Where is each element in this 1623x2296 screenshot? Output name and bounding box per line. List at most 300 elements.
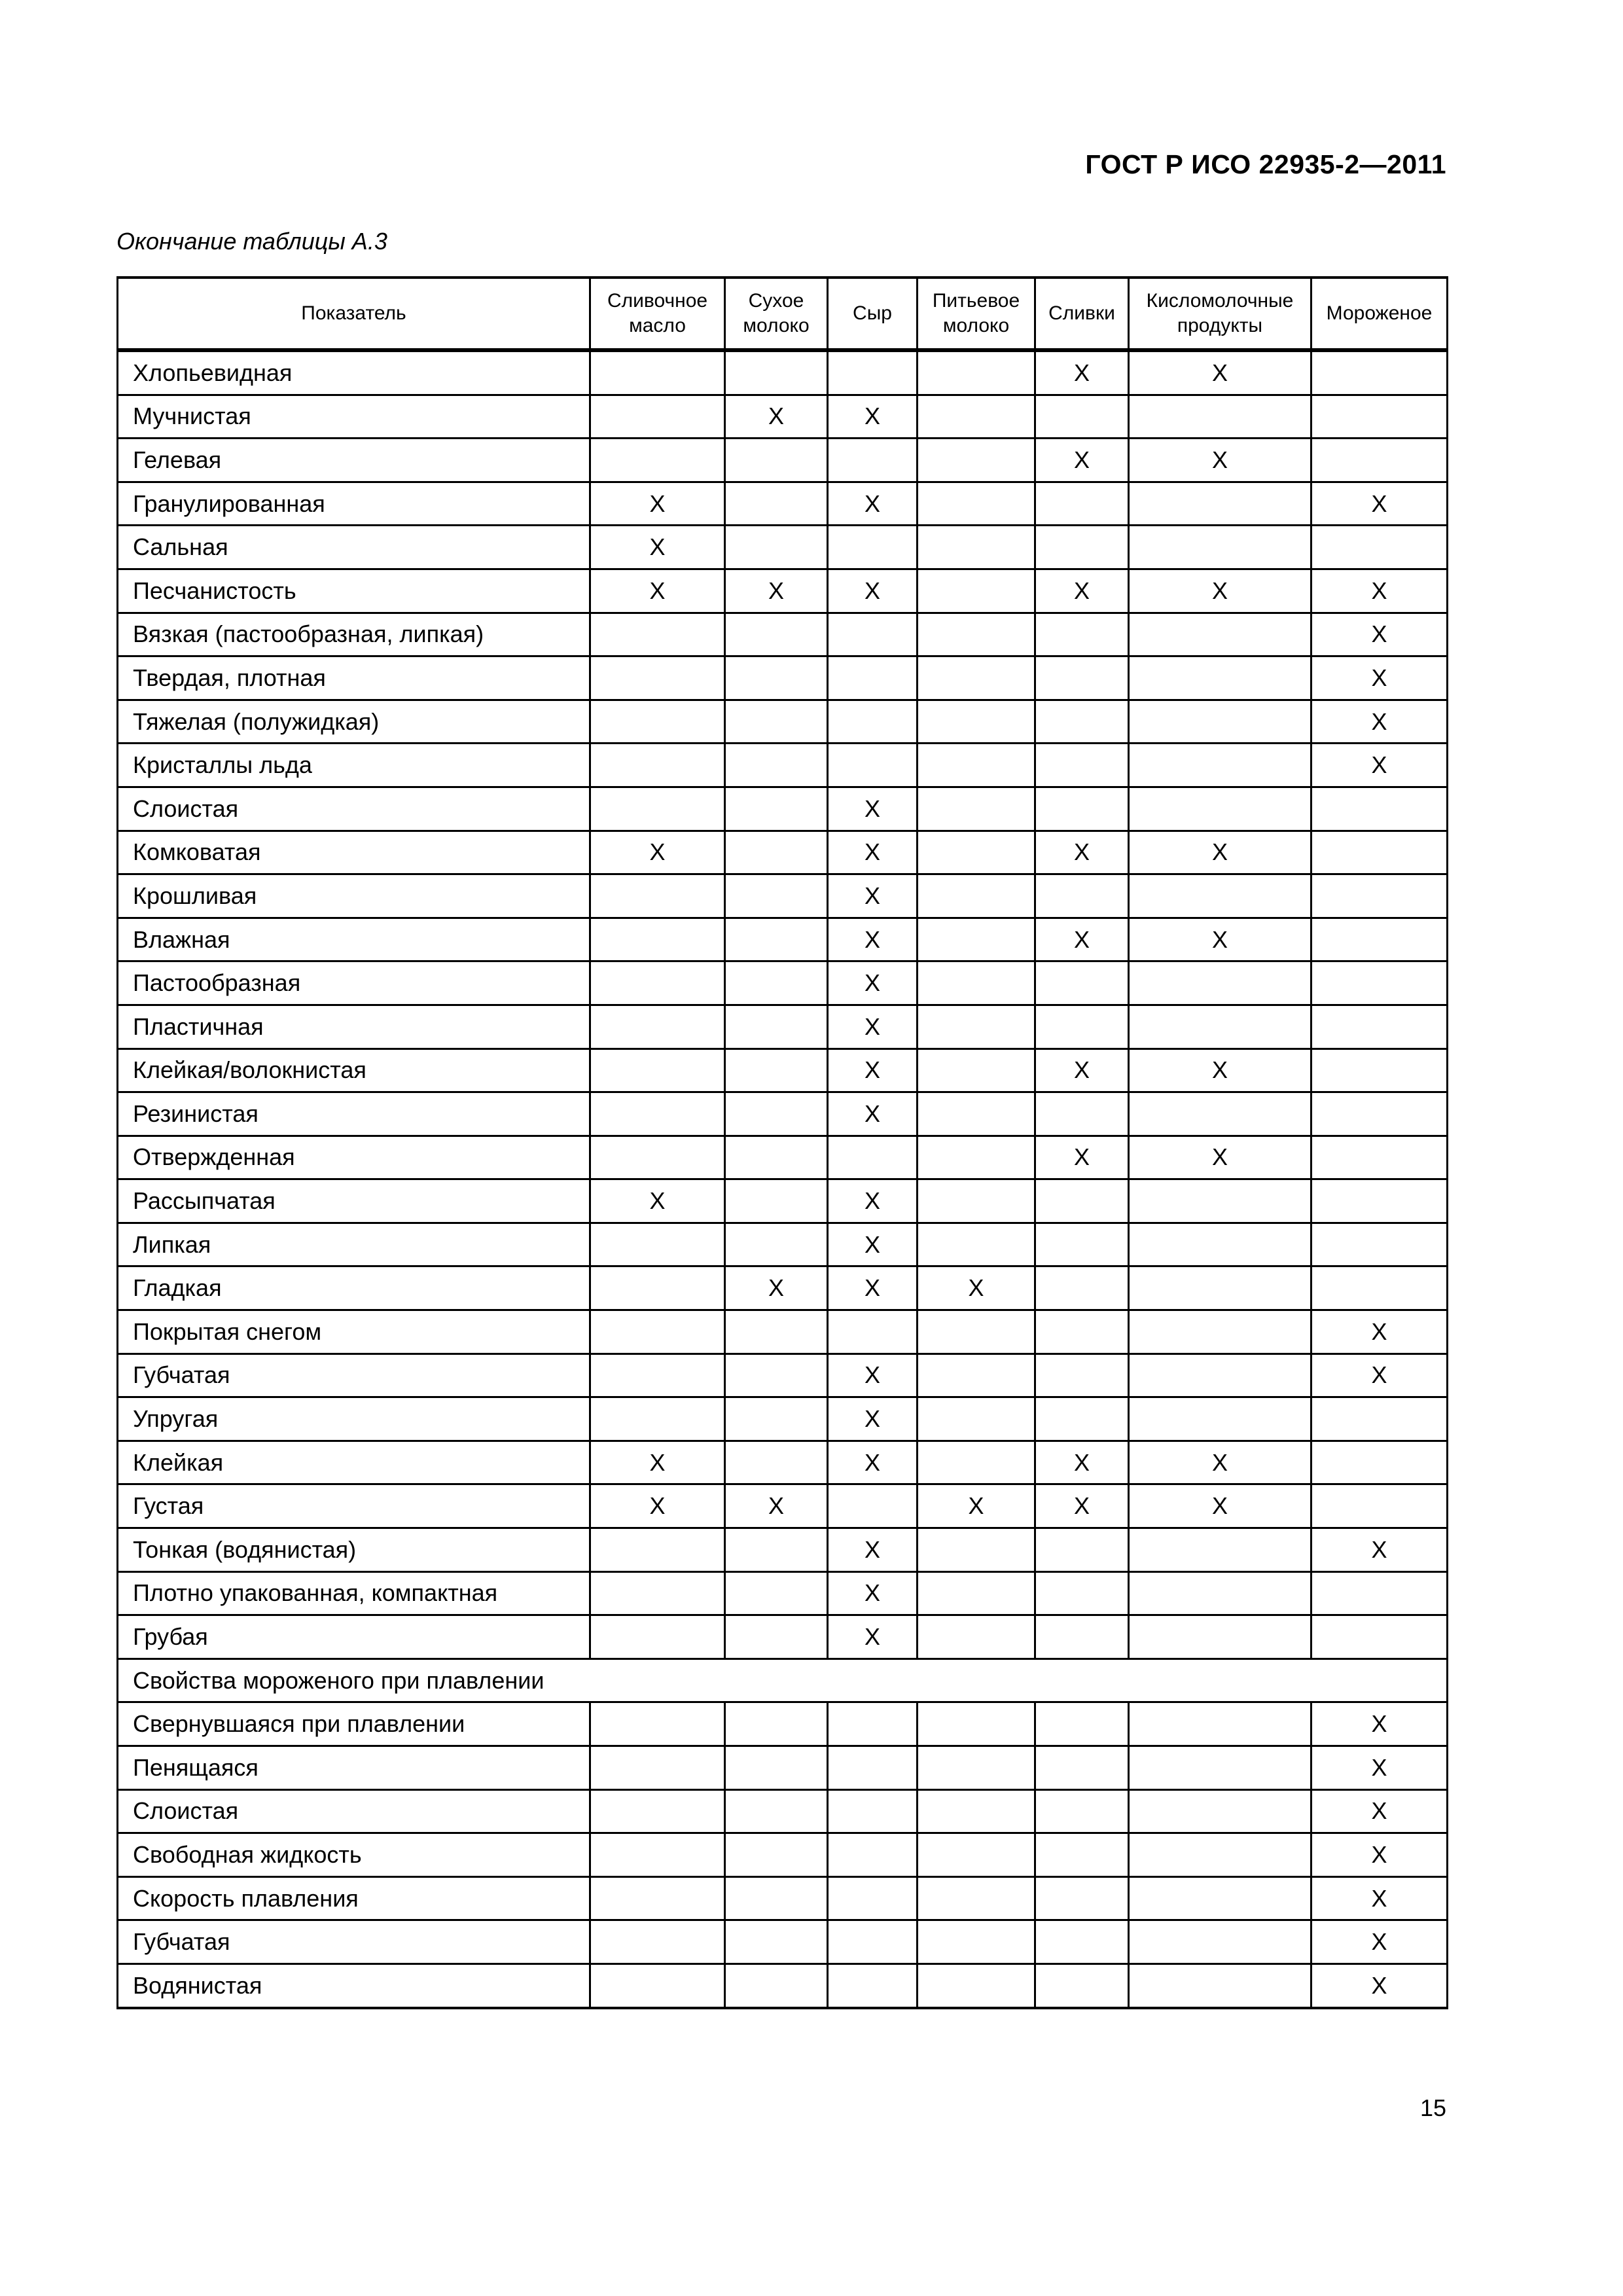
mark-cell: X: [590, 1441, 725, 1484]
row-indicator-name: Свободная жидкость: [118, 1833, 590, 1877]
mark-cell: [918, 1920, 1035, 1964]
mark-cell: [590, 700, 725, 744]
mark-cell: [1129, 1964, 1311, 2007]
mark-cell: X: [828, 831, 918, 874]
table-row: [118, 656, 1448, 700]
mark-cell: X: [828, 1354, 918, 1397]
row-indicator-name: Крошливая: [118, 874, 590, 918]
mark-cell: [725, 439, 828, 482]
mark-cell: [1035, 1876, 1129, 1920]
mark-cell: X: [1311, 1354, 1448, 1397]
mark-cell: [725, 1354, 828, 1397]
mark-cell: [1035, 1092, 1129, 1136]
mark-cell: [1129, 1746, 1311, 1790]
mark-cell: [828, 1484, 918, 1528]
mark-cell: X: [1035, 1441, 1129, 1484]
mark-cell: X: [828, 1615, 918, 1659]
mark-cell: [1311, 1441, 1448, 1484]
row-indicator-name: Кристаллы льда: [118, 744, 590, 787]
mark-cell: [590, 350, 725, 395]
mark-cell: [725, 613, 828, 656]
table-row: [118, 439, 1448, 482]
mark-cell: [828, 1746, 918, 1790]
mark-cell: [725, 831, 828, 874]
mark-cell: [1311, 1092, 1448, 1136]
mark-cell: [828, 1136, 918, 1179]
mark-cell: X: [725, 395, 828, 439]
row-indicator-name: Клейкая: [118, 1441, 590, 1484]
mark-cell: X: [1129, 1484, 1311, 1528]
mark-cell: [725, 1615, 828, 1659]
mark-cell: [1035, 1571, 1129, 1615]
row-indicator-name: Клейкая/волокнистая: [118, 1049, 590, 1092]
mark-cell: [590, 1266, 725, 1310]
mark-cell: [725, 1789, 828, 1833]
row-indicator-name: Песчанистость: [118, 569, 590, 613]
document-code: ГОСТ Р ИСО 22935-2—2011: [1085, 149, 1446, 179]
mark-cell: [590, 656, 725, 700]
mark-cell: X: [918, 1266, 1035, 1310]
mark-cell: [725, 1397, 828, 1441]
table-row: [118, 395, 1448, 439]
mark-cell: X: [828, 787, 918, 831]
mark-cell: [590, 1136, 725, 1179]
row-indicator-name: Плотно упакованная, компактная: [118, 1571, 590, 1615]
mark-cell: X: [1311, 744, 1448, 787]
mark-cell: [828, 1789, 918, 1833]
table-row: [118, 1266, 1448, 1310]
row-indicator-name: Пастообразная: [118, 961, 590, 1005]
mark-cell: X: [1129, 569, 1311, 613]
mark-cell: X: [828, 1528, 918, 1572]
mark-cell: [918, 1049, 1035, 1092]
mark-cell: [1311, 1136, 1448, 1179]
mark-cell: [590, 1789, 725, 1833]
mark-cell: [918, 1615, 1035, 1659]
row-indicator-name: Гладкая: [118, 1266, 590, 1310]
mark-cell: [1129, 1571, 1311, 1615]
mark-cell: [1035, 613, 1129, 656]
table-row: [118, 1092, 1448, 1136]
mark-cell: X: [1035, 569, 1129, 613]
mark-cell: X: [828, 1441, 918, 1484]
mark-cell: X: [1129, 831, 1311, 874]
mark-cell: [1129, 482, 1311, 526]
mark-cell: X: [1129, 1049, 1311, 1092]
mark-cell: [1035, 700, 1129, 744]
mark-cell: [828, 350, 918, 395]
mark-cell: [828, 656, 918, 700]
mark-cell: [725, 350, 828, 395]
mark-cell: [590, 1876, 725, 1920]
row-indicator-name: Слоистая: [118, 787, 590, 831]
mark-cell: [590, 1571, 725, 1615]
mark-cell: [725, 1441, 828, 1484]
mark-cell: [725, 1571, 828, 1615]
mark-cell: [725, 1092, 828, 1136]
mark-cell: X: [1311, 1920, 1448, 1964]
mark-cell: [590, 1005, 725, 1049]
mark-cell: [918, 1310, 1035, 1354]
mark-cell: [590, 1528, 725, 1572]
table-row: [118, 526, 1448, 569]
column-header-butter: Сливочное масло: [590, 278, 725, 350]
mark-cell: [918, 874, 1035, 918]
mark-cell: X: [1129, 918, 1311, 961]
mark-cell: X: [1129, 439, 1311, 482]
table-row: [118, 1615, 1448, 1659]
mark-cell: [590, 874, 725, 918]
mark-cell: [1129, 1833, 1311, 1877]
mark-cell: X: [828, 918, 918, 961]
mark-cell: [1035, 744, 1129, 787]
mark-cell: [725, 1833, 828, 1877]
mark-cell: [1035, 1397, 1129, 1441]
mark-cell: X: [828, 1092, 918, 1136]
mark-cell: [590, 1397, 725, 1441]
table-row: [118, 1179, 1448, 1223]
mark-cell: [590, 1746, 725, 1790]
table-row: [118, 350, 1448, 395]
mark-cell: [918, 1702, 1035, 1746]
mark-cell: [1129, 961, 1311, 1005]
table-row: [118, 1789, 1448, 1833]
mark-cell: X: [828, 1266, 918, 1310]
row-indicator-name: Губчатая: [118, 1920, 590, 1964]
table-row: [118, 1833, 1448, 1877]
mark-cell: [1129, 1005, 1311, 1049]
table-row: [118, 1223, 1448, 1266]
mark-cell: [590, 787, 725, 831]
mark-cell: X: [918, 1484, 1035, 1528]
mark-cell: [590, 395, 725, 439]
mark-cell: [918, 744, 1035, 787]
mark-cell: [725, 1964, 828, 2007]
mark-cell: X: [1129, 350, 1311, 395]
mark-cell: [1035, 1702, 1129, 1746]
mark-cell: [918, 1354, 1035, 1397]
mark-cell: [1311, 961, 1448, 1005]
column-header-indicator: Показатель: [118, 278, 590, 350]
mark-cell: X: [1311, 1702, 1448, 1746]
mark-cell: [918, 831, 1035, 874]
mark-cell: X: [1311, 1789, 1448, 1833]
mark-cell: [828, 1920, 918, 1964]
row-indicator-name: Гранулированная: [118, 482, 590, 526]
table-caption: Окончание таблицы А.3: [116, 228, 387, 255]
mark-cell: [725, 700, 828, 744]
mark-cell: [1129, 1789, 1311, 1833]
table-row: [118, 1005, 1448, 1049]
mark-cell: X: [828, 1223, 918, 1266]
mark-cell: [590, 918, 725, 961]
mark-cell: X: [828, 1005, 918, 1049]
mark-cell: [828, 613, 918, 656]
mark-cell: [1035, 1920, 1129, 1964]
mark-cell: X: [1311, 613, 1448, 656]
mark-cell: [918, 961, 1035, 1005]
mark-cell: [918, 1964, 1035, 2007]
mark-cell: [918, 1746, 1035, 1790]
mark-cell: X: [1311, 700, 1448, 744]
mark-cell: [918, 350, 1035, 395]
table-row: [118, 874, 1448, 918]
mark-cell: [1035, 1310, 1129, 1354]
mark-cell: X: [828, 1571, 918, 1615]
mark-cell: [1129, 787, 1311, 831]
row-indicator-name: Липкая: [118, 1223, 590, 1266]
mark-cell: [1035, 1354, 1129, 1397]
mark-cell: [725, 1049, 828, 1092]
mark-cell: X: [1311, 1964, 1448, 2007]
mark-cell: [725, 1310, 828, 1354]
mark-cell: [918, 439, 1035, 482]
mark-cell: [918, 613, 1035, 656]
mark-cell: [918, 1223, 1035, 1266]
mark-cell: X: [590, 569, 725, 613]
mark-cell: [1035, 961, 1129, 1005]
mark-cell: [1311, 874, 1448, 918]
mark-cell: [1311, 350, 1448, 395]
table-row: [118, 1397, 1448, 1441]
mark-cell: [725, 787, 828, 831]
row-indicator-name: Скорость плавления: [118, 1876, 590, 1920]
mark-cell: [1311, 918, 1448, 961]
mark-cell: [725, 1702, 828, 1746]
mark-cell: X: [1129, 1441, 1311, 1484]
mark-cell: [590, 1920, 725, 1964]
mark-cell: X: [1035, 1136, 1129, 1179]
mark-cell: [590, 1354, 725, 1397]
mark-cell: [918, 482, 1035, 526]
mark-cell: X: [590, 1484, 725, 1528]
mark-cell: [918, 1397, 1035, 1441]
mark-cell: [1035, 787, 1129, 831]
mark-cell: [1311, 1049, 1448, 1092]
mark-cell: [828, 439, 918, 482]
mark-cell: [1129, 700, 1311, 744]
row-indicator-name: Упругая: [118, 1397, 590, 1441]
mark-cell: [1311, 395, 1448, 439]
mark-cell: [918, 1179, 1035, 1223]
mark-cell: [1129, 1528, 1311, 1572]
mark-cell: [725, 1136, 828, 1179]
mark-cell: [918, 1876, 1035, 1920]
mark-cell: X: [828, 482, 918, 526]
row-indicator-name: Пенящаяся: [118, 1746, 590, 1790]
section-row: [118, 1659, 1448, 1702]
properties-table: [116, 276, 1448, 2009]
table-row: [118, 787, 1448, 831]
table-row: [118, 1484, 1448, 1528]
mark-cell: [725, 1920, 828, 1964]
row-indicator-name: Отвержденная: [118, 1136, 590, 1179]
mark-cell: [1311, 1223, 1448, 1266]
mark-cell: [590, 1049, 725, 1092]
mark-cell: X: [1311, 569, 1448, 613]
mark-cell: [1035, 526, 1129, 569]
mark-cell: [725, 1528, 828, 1572]
mark-cell: X: [1311, 1833, 1448, 1877]
mark-cell: X: [590, 831, 725, 874]
mark-cell: [1311, 1179, 1448, 1223]
mark-cell: [1311, 1615, 1448, 1659]
mark-cell: [725, 1223, 828, 1266]
row-indicator-name: Губчатая: [118, 1354, 590, 1397]
table-row: [118, 1441, 1448, 1484]
mark-cell: X: [1035, 831, 1129, 874]
table-row: [118, 1920, 1448, 1964]
mark-cell: [918, 526, 1035, 569]
mark-cell: [1035, 1789, 1129, 1833]
mark-cell: [590, 1615, 725, 1659]
mark-cell: [828, 700, 918, 744]
mark-cell: [1035, 1964, 1129, 2007]
mark-cell: [918, 656, 1035, 700]
mark-cell: [590, 1833, 725, 1877]
mark-cell: [1311, 526, 1448, 569]
mark-cell: [918, 1789, 1035, 1833]
mark-cell: X: [1311, 482, 1448, 526]
mark-cell: [725, 744, 828, 787]
mark-cell: [725, 1746, 828, 1790]
mark-cell: X: [828, 569, 918, 613]
row-indicator-name: Сальная: [118, 526, 590, 569]
mark-cell: [725, 1179, 828, 1223]
mark-cell: [1129, 613, 1311, 656]
mark-cell: X: [1129, 1136, 1311, 1179]
mark-cell: [1129, 1266, 1311, 1310]
mark-cell: [918, 787, 1035, 831]
mark-cell: X: [828, 395, 918, 439]
mark-cell: [1311, 787, 1448, 831]
table-row: [118, 1964, 1448, 2007]
mark-cell: X: [1035, 1049, 1129, 1092]
mark-cell: [725, 1005, 828, 1049]
mark-cell: X: [590, 1179, 725, 1223]
mark-cell: [590, 961, 725, 1005]
table-header-row: [118, 278, 1448, 350]
mark-cell: [1129, 1092, 1311, 1136]
table-row: [118, 1746, 1448, 1790]
mark-cell: [918, 1833, 1035, 1877]
row-indicator-name: Комковатая: [118, 831, 590, 874]
mark-cell: X: [725, 1484, 828, 1528]
row-indicator-name: Хлопьевидная: [118, 350, 590, 395]
mark-cell: X: [828, 1397, 918, 1441]
row-indicator-name: Свернувшаяся при плавлении: [118, 1702, 590, 1746]
row-indicator-name: Влажная: [118, 918, 590, 961]
mark-cell: [828, 1964, 918, 2007]
mark-cell: X: [1311, 656, 1448, 700]
column-header-drinking-milk: Питьевое молоко: [918, 278, 1035, 350]
mark-cell: [828, 1833, 918, 1877]
mark-cell: [918, 395, 1035, 439]
table-row: [118, 1571, 1448, 1615]
mark-cell: [1129, 874, 1311, 918]
mark-cell: [1311, 1005, 1448, 1049]
mark-cell: [1311, 1397, 1448, 1441]
mark-cell: [1129, 1876, 1311, 1920]
page-number: 15: [1419, 2094, 1446, 2121]
mark-cell: [725, 918, 828, 961]
mark-cell: [590, 439, 725, 482]
row-indicator-name: Тяжелая (полужидкая): [118, 700, 590, 744]
mark-cell: [828, 1876, 918, 1920]
row-indicator-name: Тонкая (водянистая): [118, 1528, 590, 1572]
table-row: [118, 1702, 1448, 1746]
table-row: [118, 1528, 1448, 1572]
table-row: [118, 1876, 1448, 1920]
table-row: [118, 831, 1448, 874]
mark-cell: [1035, 1223, 1129, 1266]
mark-cell: X: [1035, 439, 1129, 482]
mark-cell: [1035, 1179, 1129, 1223]
mark-cell: [1129, 744, 1311, 787]
mark-cell: [918, 700, 1035, 744]
mark-cell: [918, 1005, 1035, 1049]
row-indicator-name: Покрытая снегом: [118, 1310, 590, 1354]
row-indicator-name: Рассыпчатая: [118, 1179, 590, 1223]
mark-cell: [918, 1571, 1035, 1615]
row-indicator-name: Мучнистая: [118, 395, 590, 439]
mark-cell: [828, 744, 918, 787]
mark-cell: [590, 1702, 725, 1746]
mark-cell: [918, 569, 1035, 613]
column-header-cream: Сливки: [1035, 278, 1129, 350]
mark-cell: [1035, 1746, 1129, 1790]
mark-cell: [1035, 1833, 1129, 1877]
mark-cell: [828, 1702, 918, 1746]
mark-cell: [1129, 526, 1311, 569]
mark-cell: X: [828, 1179, 918, 1223]
mark-cell: X: [828, 961, 918, 1005]
row-indicator-name: Слоистая: [118, 1789, 590, 1833]
mark-cell: X: [1311, 1310, 1448, 1354]
mark-cell: [1035, 1005, 1129, 1049]
mark-cell: [725, 526, 828, 569]
mark-cell: [1035, 482, 1129, 526]
table-row: [118, 1136, 1448, 1179]
mark-cell: X: [590, 482, 725, 526]
row-indicator-name: Твердая, плотная: [118, 656, 590, 700]
mark-cell: [590, 1092, 725, 1136]
row-indicator-name: Пластичная: [118, 1005, 590, 1049]
row-indicator-name: Водянистая: [118, 1964, 590, 2007]
mark-cell: [1035, 1266, 1129, 1310]
column-header-cheese: Сыр: [828, 278, 918, 350]
mark-cell: X: [1311, 1528, 1448, 1572]
mark-cell: [725, 656, 828, 700]
mark-cell: [590, 744, 725, 787]
mark-cell: [1129, 395, 1311, 439]
mark-cell: [1129, 1397, 1311, 1441]
row-indicator-name: Гелевая: [118, 439, 590, 482]
mark-cell: [918, 1092, 1035, 1136]
mark-cell: [1129, 656, 1311, 700]
mark-cell: [1311, 1571, 1448, 1615]
mark-cell: [828, 526, 918, 569]
table-row: [118, 569, 1448, 613]
mark-cell: [1129, 1615, 1311, 1659]
mark-cell: [590, 1223, 725, 1266]
mark-cell: [918, 1528, 1035, 1572]
mark-cell: [1311, 1484, 1448, 1528]
table-row: [118, 1354, 1448, 1397]
table-row: [118, 1049, 1448, 1092]
row-indicator-name: Грубая: [118, 1615, 590, 1659]
table-row: [118, 700, 1448, 744]
